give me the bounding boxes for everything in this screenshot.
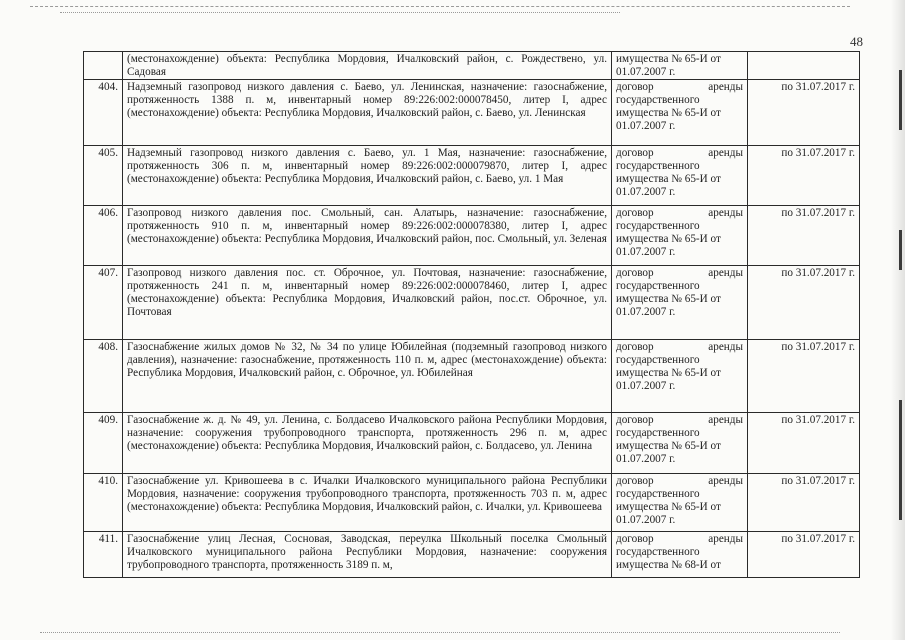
table-row <box>84 413 860 474</box>
page-edge-mark <box>899 230 902 270</box>
basis-cell <box>612 206 748 266</box>
table-row <box>84 146 860 206</box>
basis-line: имущества № 68-И от <box>616 558 721 571</box>
table-row <box>84 340 860 413</box>
object-description: Газоснабжение ж. д. № 49, ул. Ленина, с. Болдасево Ичалковского района Республики Мордовия, назначение: сооружения трубопроводного транспорта, протяженность 296 п. м, адрес (местонахождение) объекта: Республика Мордовия, Ичалковский район, с. Болдасево, ул. Ленина <box>123 413 612 474</box>
basis-line: имущества № 65-И от <box>616 232 721 245</box>
table-row <box>84 80 860 146</box>
basis-line: договор аренды <box>616 475 743 487</box>
term-cell: по 31.07.2017 г. <box>748 413 860 474</box>
basis-line: 01.07.2007 г. <box>616 245 676 258</box>
table-row <box>84 532 860 578</box>
basis-line: имущества № 65-И от <box>616 172 721 185</box>
basis-line: имущества № 65-И от <box>616 53 721 65</box>
basis-line: 01.07.2007 г. <box>616 379 676 392</box>
basis-line: имущества № 65-И от <box>616 439 721 452</box>
row-number: 410. <box>84 474 123 532</box>
basis-line: договор аренды <box>616 81 743 93</box>
term-cell: по 31.07.2017 г. <box>748 266 860 340</box>
term-cell: по 31.07.2017 г. <box>748 340 860 413</box>
basis-line: государственного <box>616 159 700 172</box>
basis-line: 01.07.2007 г. <box>616 513 676 526</box>
object-description: Газопровод низкого давления пос. ст. Оброчное, ул. Почтовая, назначение: газоснабжение, протяженность 241 п. м, инвентарный номер 89:226:002:000078460, литер I, адрес (местонахождение) объекта: Республика Мордовия, Ичалковский район, пос.ст. Оброчное, ул. Почтовая <box>123 266 612 340</box>
row-number: 407. <box>84 266 123 340</box>
scan-artifact-top <box>30 6 850 7</box>
row-number <box>84 52 123 80</box>
page-edge-shadow <box>891 0 905 640</box>
row-number: 409. <box>84 413 123 474</box>
row-number: 406. <box>84 206 123 266</box>
object-description: Газоснабжение ул. Кривошеева в с. Ичалки Ичалковского муниципального района Республики Мордовия, назначение: сооружения трубопроводного транспорта, протяженность 703 п. м, адрес (местонахождение) объекта: Республика Мордовия, Ичалковский район, с. Ичалки, ул. Кривошеева <box>123 474 612 532</box>
basis-cell <box>612 340 748 413</box>
basis-line: договор аренды <box>616 533 743 545</box>
object-description: Надземный газопровод низкого давления с. Баево, ул. Ленинская, назначение: газоснабжение, протяженность 1388 п. м, инвентарный номер 89:226:002:000078450, литер I, адрес (местонахождение) объекта: Республика Мордовия, Ичалковский район, с. Баево, ул. Ленинская <box>123 80 612 146</box>
term-cell: по 31.07.2017 г. <box>748 532 860 578</box>
basis-line: имущества № 65-И от <box>616 292 721 305</box>
basis-cell <box>612 266 748 340</box>
basis-line: 01.07.2007 г. <box>616 119 676 132</box>
basis-line: имущества № 65-И от <box>616 106 721 119</box>
term-cell <box>748 52 860 80</box>
table-row <box>84 206 860 266</box>
row-number: 405. <box>84 146 123 206</box>
basis-cell <box>612 532 748 578</box>
basis-cell <box>612 474 748 532</box>
basis-line: государственного <box>616 487 700 500</box>
scan-artifact-top-2 <box>60 12 620 13</box>
table-row <box>84 52 860 80</box>
row-number: 411. <box>84 532 123 578</box>
basis-line: государственного <box>616 219 700 232</box>
basis-cell <box>612 413 748 474</box>
basis-line: договор аренды <box>616 414 743 426</box>
term-cell: по 31.07.2017 г. <box>748 474 860 532</box>
basis-line: имущества № 65-И от <box>616 500 721 513</box>
basis-cell <box>612 146 748 206</box>
object-description: Газоснабжение улиц Лесная, Сосновая, Заводская, переулка Школьный поселка Смольный Ичалковского муниципального района Республики Мордовия, назначение: сооружения трубопроводного транспорта, протяженность 3189 п. м, <box>123 532 612 578</box>
basis-line: государственного <box>616 426 700 439</box>
basis-cell <box>612 52 748 80</box>
basis-line: договор аренды <box>616 207 743 219</box>
term-cell: по 31.07.2017 г. <box>748 146 860 206</box>
basis-line: договор аренды <box>616 147 743 159</box>
registry-table <box>83 51 860 578</box>
basis-line: договор аренды <box>616 267 743 279</box>
basis-line: государственного <box>616 93 700 106</box>
basis-line: 01.07.2007 г. <box>616 305 676 318</box>
object-description: (местонахождение) объекта: Республика Мордовия, Ичалковский район, с. Рождествено, ул. Садовая <box>123 52 612 80</box>
page-edge-mark <box>899 70 902 130</box>
page-number: 48 <box>850 34 863 49</box>
basis-line: 01.07.2007 г. <box>616 185 676 198</box>
row-number: 404. <box>84 80 123 146</box>
table-row <box>84 474 860 532</box>
object-description: Надземный газопровод низкого давления с. Баево, ул. 1 Мая, назначение: газоснабжение, протяженность 306 п. м, инвентарный номер 89:226:002:000079870, литер I, адрес (местонахождение) объекта: Республика Мордовия, Ичалковский район, с. Баево, ул. 1 Мая <box>123 146 612 206</box>
row-number: 408. <box>84 340 123 413</box>
basis-line: государственного <box>616 545 700 558</box>
basis-line: государственного <box>616 279 700 292</box>
term-cell: по 31.07.2017 г. <box>748 80 860 146</box>
scan-artifact-bottom <box>40 632 840 633</box>
basis-cell <box>612 80 748 146</box>
page-edge-mark <box>899 400 902 520</box>
basis-line: 01.07.2007 г. <box>616 452 676 465</box>
basis-line: государственного <box>616 353 700 366</box>
basis-line: договор аренды <box>616 341 743 353</box>
basis-line: 01.07.2007 г. <box>616 65 676 78</box>
object-description: Газопровод низкого давления пос. Смольный, сан. Алатырь, назначение: газоснабжение, протяженность 910 п. м, инвентарный номер 89:226:002:000078380, литер I, адрес (местонахождение) объекта: Республика Мордовия, Ичалковский район, пос. Смольный, ул. Зеленая <box>123 206 612 266</box>
basis-line: имущества № 65-И от <box>616 366 721 379</box>
term-cell: по 31.07.2017 г. <box>748 206 860 266</box>
table-row <box>84 266 860 340</box>
object-description: Газоснабжение жилых домов № 32, № 34 по улице Юбилейная (подземный газопровод низкого давления), назначение: газоснабжение, протяженность 110 п. м, адрес (местонахождение) объекта: Республика Мордовия, Ичалковский район, с. Оброчное, ул. Юбилейная <box>123 340 612 413</box>
